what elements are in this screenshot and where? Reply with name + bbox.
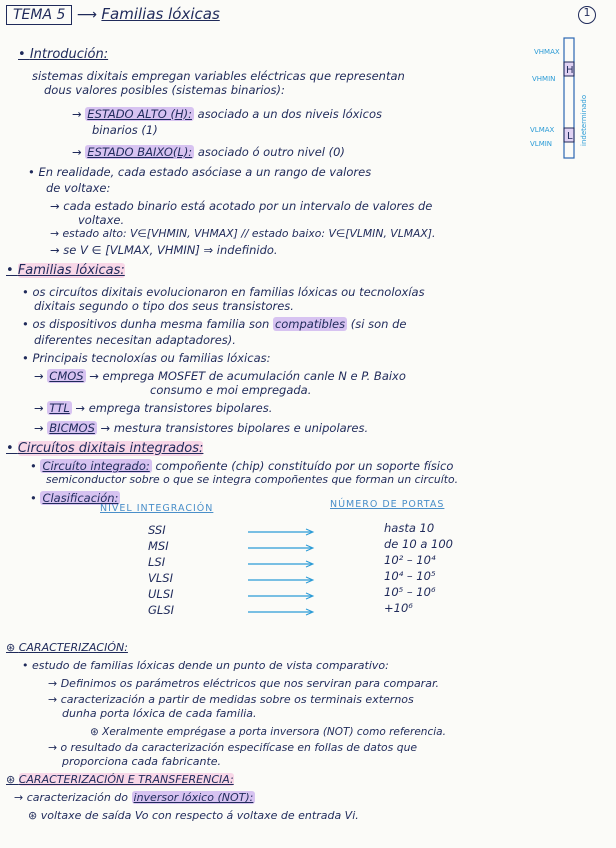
bicmos-line: → BICMOS → mestura transistores bipolares e unipolares. bbox=[34, 421, 369, 435]
table-cell-nivel: ULSI bbox=[148, 587, 174, 601]
fam-l3: • os dispositivos dunha mesma familia son compatibles (si son de bbox=[22, 317, 407, 331]
svg-text:VLMAX: VLMAX bbox=[530, 126, 555, 134]
svg-text:VLMIN: VLMIN bbox=[530, 140, 553, 148]
caract-l3: → caracterización a partir de medidas sobre os terminais externos bbox=[48, 693, 414, 706]
estado-alto-text2: binarios (1) bbox=[92, 123, 158, 137]
table-cell-portas: hasta 10 bbox=[384, 521, 435, 535]
ci-line2: semiconductor sobre o que se integra compoñentes que forman un circuíto. bbox=[46, 473, 459, 486]
inversor-highlight: inversor lóxico (NOT): bbox=[133, 791, 254, 804]
table-cell-portas: 10² – 10⁴ bbox=[384, 553, 436, 567]
col-header-nivel: NIVEL INTEGRACIÓN bbox=[100, 503, 214, 514]
cmos-line2: consumo e moi empregada. bbox=[150, 383, 312, 397]
real5: → estado alto: V∈[VHMIN, VHMAX] // estado baixo: V∈[VLMIN, VLMAX]. bbox=[50, 227, 436, 240]
table-cell-nivel: VLSI bbox=[148, 571, 173, 585]
fam-l4: diferentes necesitan adaptadores). bbox=[34, 333, 236, 347]
voltage-diagram-graphic bbox=[528, 36, 608, 166]
table-cell-portas: 10⁴ – 10⁵ bbox=[384, 569, 436, 583]
estado-alto-text: asociado a un dos niveis lóxicos bbox=[197, 107, 382, 121]
transf-l1: → caracterización do inversor lóxico (NOT): bbox=[14, 791, 254, 804]
transf-heading: ⊛ CARACTERIZACIÓN E TRANSFERENCIA: bbox=[6, 773, 234, 786]
cmos-line: → CMOS → emprega MOSFET de acumulación canle N e P. Baixo bbox=[34, 369, 406, 383]
real2: de voltaxe: bbox=[46, 181, 111, 195]
real4: voltaxe. bbox=[78, 213, 125, 227]
integrados-heading: • Circuítos dixitais integrados: bbox=[6, 441, 204, 456]
page-title: Familias lóxicas bbox=[101, 5, 220, 23]
transf-l2: ⊛ voltaxe de saída Vo con respecto á voltaxe de entrada Vi. bbox=[28, 809, 359, 822]
familias-heading: • Familias lóxicas: bbox=[6, 263, 125, 278]
compatibles-highlight: compatibles bbox=[274, 317, 346, 331]
intro-p1b: dous valores posibles (sistemas binarios): bbox=[44, 83, 285, 97]
caract-l4: dunha porta lóxica de cada familia. bbox=[62, 707, 257, 720]
svg-text:L: L bbox=[567, 131, 573, 142]
ci-label: Circuíto integrado: bbox=[42, 459, 150, 473]
table-cell-nivel: MSI bbox=[148, 539, 169, 553]
ttl-line: → TTL → emprega transistores bipolares. bbox=[34, 401, 273, 415]
svg-text:indeterminado: indeterminado bbox=[580, 94, 588, 146]
estado-baixo-label: ESTADO BAIXO(L): bbox=[87, 145, 193, 159]
svg-text:H: H bbox=[566, 65, 574, 76]
caract-l6: → o resultado da caracterización especifícase en follas de datos que bbox=[48, 741, 418, 754]
table-cell-nivel: GLSI bbox=[148, 603, 175, 617]
caract-l5: ⊛ Xeralmente emprégase a porta inversora (NOT) como referencia. bbox=[90, 726, 446, 738]
table-cell-portas: de 10 a 100 bbox=[384, 537, 453, 551]
fam-l2: dixitais segundo o tipo dos seus transistores. bbox=[34, 299, 294, 313]
estado-alto: → ESTADO ALTO (H): asociado a un dos niveis lóxicos bbox=[72, 107, 382, 121]
header bbox=[6, 6, 220, 23]
estado-alto-label: ESTADO ALTO (H): bbox=[87, 107, 192, 121]
integration-table bbox=[100, 499, 520, 624]
caract-l7: proporciona cada fabricante. bbox=[62, 755, 222, 768]
caract-l1: • estudo de familias lóxicas dende un punto de vista comparativo: bbox=[22, 659, 389, 672]
table-cell-portas: 10⁵ – 10⁶ bbox=[384, 585, 436, 599]
fam-l1: • os circuítos dixitais evolucionaron en familias lóxicas ou tecnoloxías bbox=[22, 285, 425, 299]
table-cell-nivel: SSI bbox=[148, 523, 166, 537]
cmos-label: CMOS bbox=[49, 369, 84, 383]
real3: → cada estado binario está acotado por un intervalo de valores de bbox=[50, 199, 433, 213]
fam-l5: • Principais tecnoloxías ou familias lóxicas: bbox=[22, 351, 271, 365]
arrow-icon: ⟶ bbox=[76, 7, 102, 23]
page-number: 1 bbox=[578, 6, 596, 24]
caract-heading: ⊛ CARACTERIZACIÓN: bbox=[6, 641, 128, 654]
ttl-label: TTL bbox=[49, 401, 70, 415]
intro-p1a: sistemas dixitais empregan variables eléctricas que representan bbox=[32, 69, 405, 83]
estado-baixo: → ESTADO BAIXO(L): asociado ó outro nivel (0) bbox=[72, 145, 345, 159]
bicmos-label: BICMOS bbox=[49, 421, 95, 435]
table-cell-nivel: LSI bbox=[148, 555, 166, 569]
ci-line: • Circuíto integrado: compoñente (chip) constituído por un soporte físico bbox=[30, 459, 454, 473]
real6: → se V ∈ [VLMAX, VHMIN] ⇒ indefinido. bbox=[50, 243, 278, 257]
tema-label: TEMA 5 bbox=[6, 5, 72, 25]
clasificacion-label: Clasificación: bbox=[42, 491, 119, 505]
intro-heading: • Introdución: bbox=[18, 47, 109, 62]
caract-l2: → Definimos os parámetros eléctricos que nos serviran para comparar. bbox=[48, 677, 439, 690]
svg-text:VHMAX: VHMAX bbox=[534, 48, 560, 56]
real1: • En realidade, cada estado asóciase a un rango de valores bbox=[28, 165, 372, 179]
table-cell-portas: +10⁶ bbox=[384, 601, 413, 615]
col-header-portas: NÚMERO DE PORTAS bbox=[330, 499, 445, 510]
svg-text:VHMIN: VHMIN bbox=[532, 75, 556, 83]
clas-line: • Clasificación: bbox=[30, 491, 119, 505]
estado-baixo-text: asociado ó outro nivel (0) bbox=[197, 145, 345, 159]
voltage-diagram bbox=[528, 36, 608, 166]
